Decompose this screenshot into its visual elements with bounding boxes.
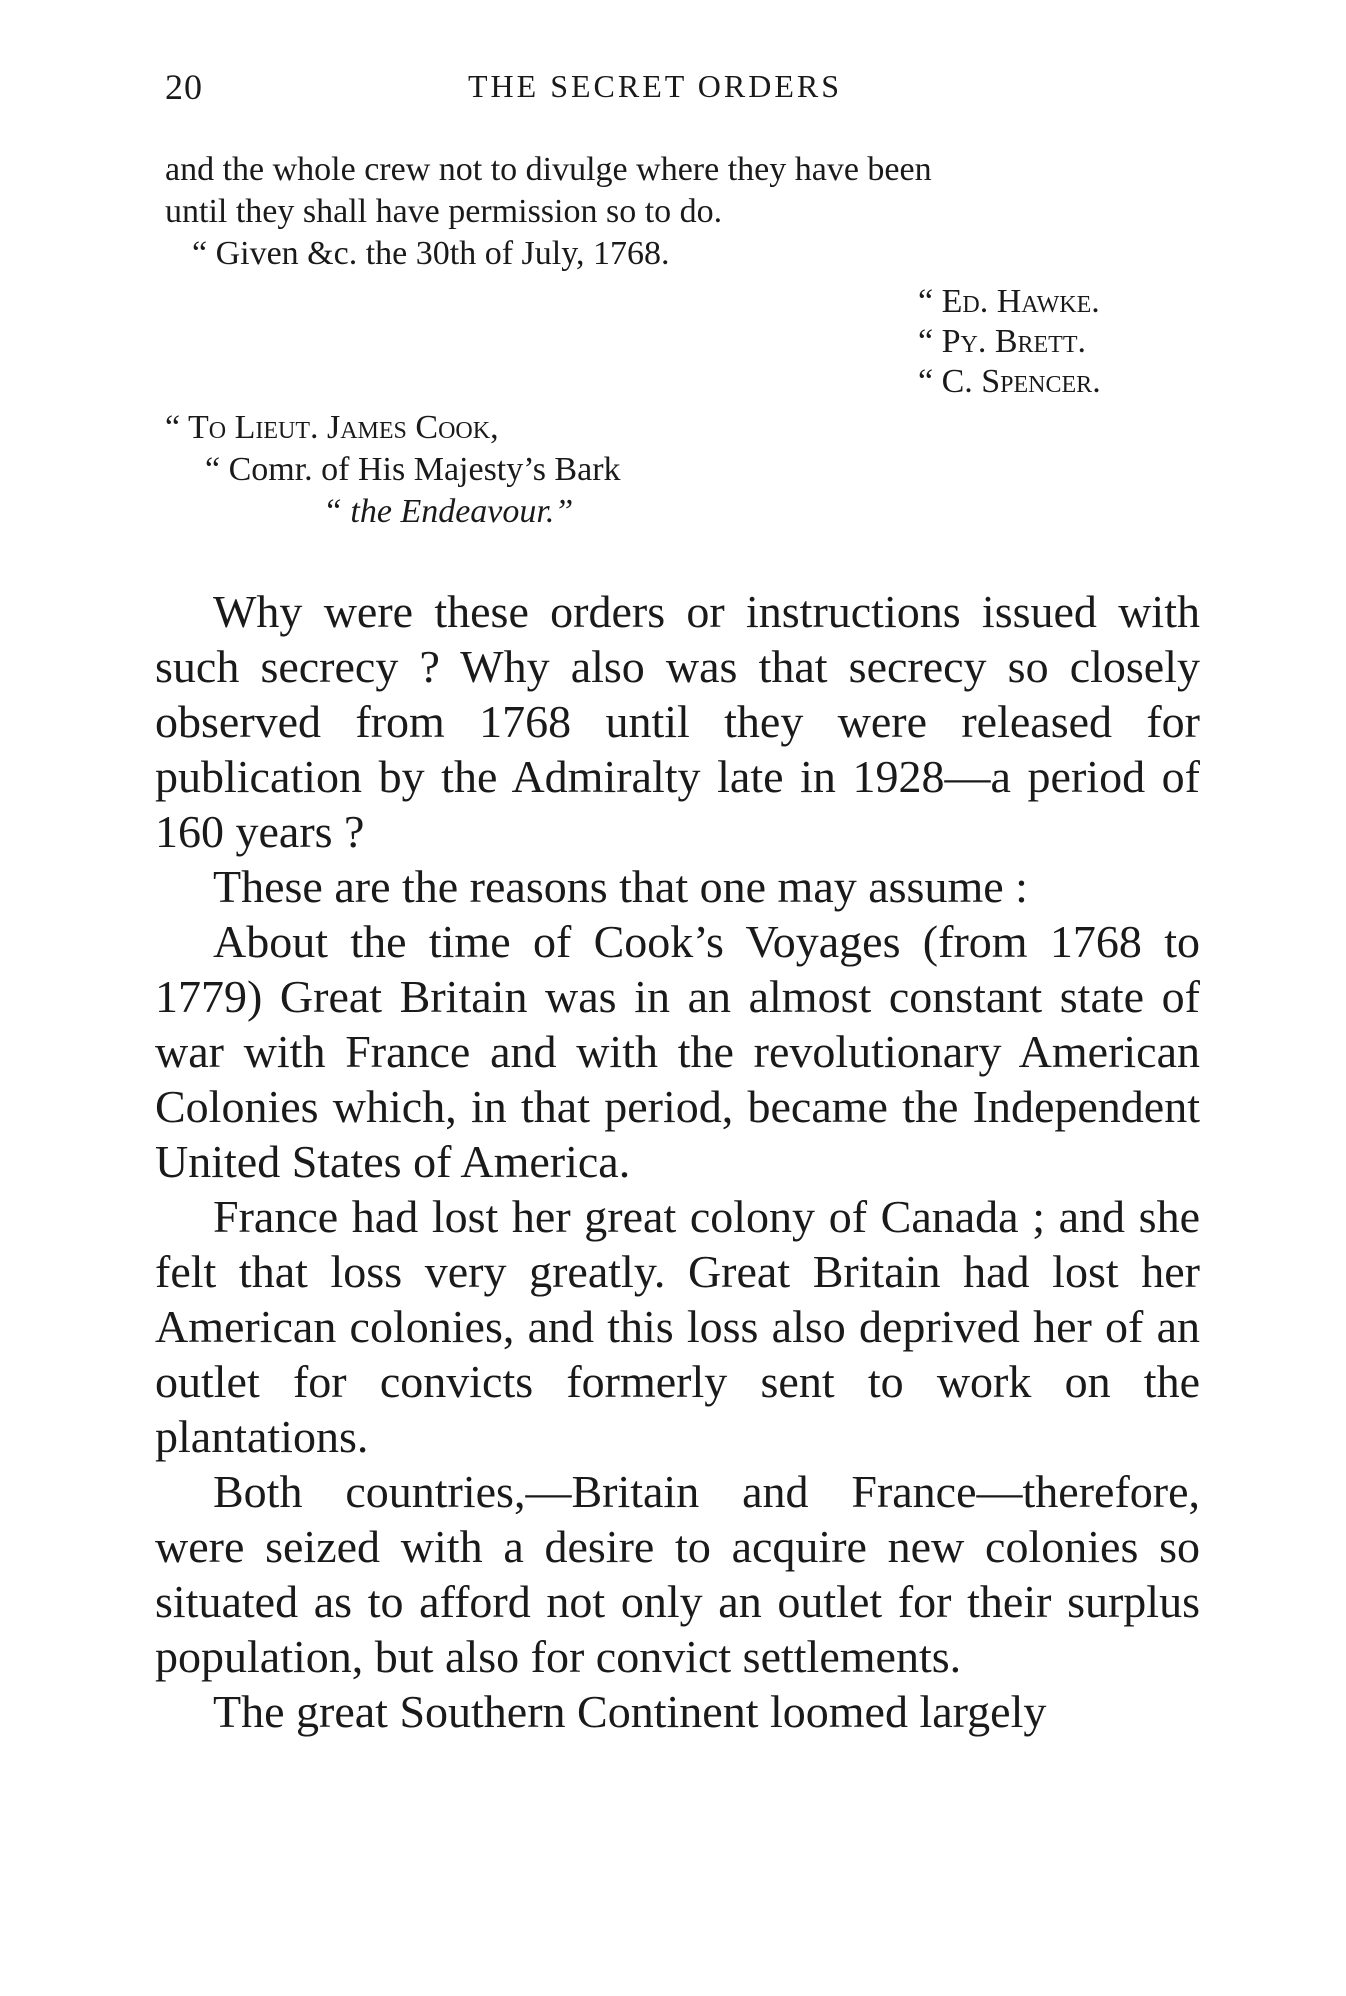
paragraph: Why were these orders or instructions issued with such secrecy ? Why also was that secrecy so closely observed from 1768 until they were released for publication by the Admiralty late in 1928—a period of 160 years ? [155, 586, 1200, 857]
signatory-spencer: “ C. Spencer. [918, 363, 1101, 400]
addressee-line-3: “ the Endeavour.” [323, 493, 574, 530]
page-number: 20 [165, 67, 203, 107]
running-title: THE SECRET ORDERS [468, 68, 842, 104]
letter-date-line: “ Given &c. the 30th of July, 1768. [192, 235, 670, 272]
paragraph: Both countries,—Britain and France—therefore, were seized with a desire to acquire new colonies so situated as to afford not only an outlet for their surplus population, but also for convict settlements. [155, 1466, 1200, 1682]
body-text [155, 584, 1200, 1739]
addressee-line-1: “ To Lieut. James Cook, [165, 409, 499, 446]
addressee-line-2: “ Comr. of His Majesty’s Bark [205, 451, 621, 488]
letter-line-2: until they shall have permission so to do. [165, 193, 723, 230]
page-header [165, 66, 1015, 118]
paragraph: France had lost her great colony of Canada ; and she felt that loss very greatly. Great Britain had lost her American colonies, and this loss also deprived her of an outlet for convicts formerly sent to work on the plantations. [155, 1191, 1200, 1462]
paragraph: These are the reasons that one may assume : [213, 861, 1028, 912]
paragraph: About the time of Cook’s Voyages (from 1768 to 1779) Great Britain was in an almost constant state of war with France and with the revolutionary American Colonies which, in that period, became the Independent United States of America. [155, 916, 1200, 1187]
paragraph: The great Southern Continent loomed largely [213, 1686, 1047, 1737]
letter-line-1: and the whole crew not to divulge where they have been [165, 151, 932, 188]
signatory-hawke: “ Ed. Hawke. [918, 283, 1100, 320]
signatory-brett: “ Py. Brett. [918, 323, 1086, 360]
